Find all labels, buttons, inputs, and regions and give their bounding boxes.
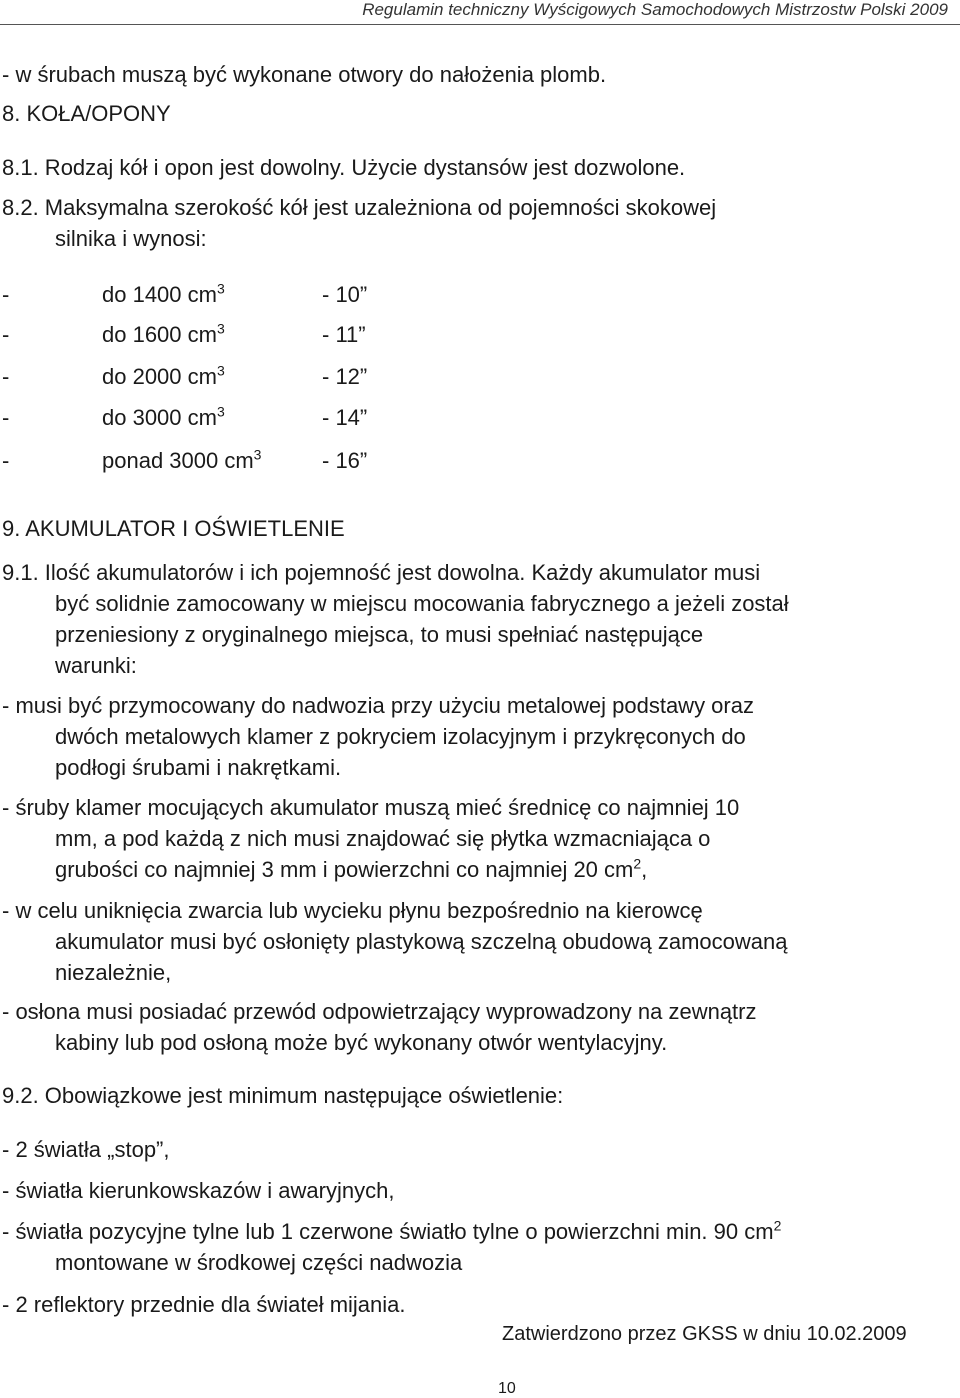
- section-heading: 9. AKUMULATOR I OŚWIETLENIE: [2, 516, 345, 541]
- text-line: mm, a pod każdą z nich musi znajdować się płytka wzmacniająca o: [55, 826, 711, 851]
- text-line: - światła kierunkowskazów i awaryjnych,: [2, 1178, 395, 1203]
- text-line: - musi być przymocowany do nadwozia przy użyciu metalowej podstawy oraz: [2, 693, 754, 718]
- engine-capacity: do 1600 $cm^3$: [102, 320, 225, 347]
- text-line: akumulator musi być osłonięty plastykową szczelną obudową zamocowaną: [55, 929, 788, 954]
- text-line: 8.2. Maksymalna szerokość kół jest uzależniona od pojemności skokowej: [2, 195, 717, 220]
- section-heading: 8. KOŁA/OPONY: [2, 101, 171, 126]
- wheel-width: - 11”: [322, 322, 366, 347]
- row-dash: -: [2, 364, 10, 389]
- engine-capacity: do 3000 $cm^3$: [102, 403, 225, 430]
- engine-capacity: do 1400 $cm^3$: [102, 280, 225, 307]
- text-line: być solidnie zamocowany w miejscu mocowania fabrycznego a jeżeli został: [55, 591, 789, 616]
- engine-capacity: do 2000 $cm^3$: [102, 362, 225, 389]
- text-line: - śruby klamer mocujących akumulator muszą mieć średnicę co najmniej 10: [2, 795, 740, 820]
- text-line: montowane w środkowej części nadwozia: [55, 1250, 463, 1275]
- text-line: kabiny lub pod osłoną może być wykonany otwór wentylacyjny.: [55, 1030, 668, 1055]
- text-line: 9.2. Obowiązkowe jest minimum następujące oświetlenie:: [2, 1083, 564, 1108]
- text-line: dwóch metalowych klamer z pokryciem izolacyjnym i przykręconych do: [55, 724, 746, 749]
- text-line: - w celu uniknięcia zwarcia lub wycieku płynu bezpośrednio na kierowcę: [2, 898, 703, 923]
- text-line: - światła pozycyjne tylne lub 1 czerwone światło tylne o powierzchni min. 90 $cm^2$: [2, 1217, 782, 1244]
- approval-note: Zatwierdzono przez GKSS w dniu 10.02.2009: [502, 1323, 907, 1345]
- row-dash: -: [2, 322, 10, 347]
- text-line: - 2 światła „stop”,: [2, 1137, 170, 1162]
- text-line: - osłona musi posiadać przewód odpowietrzający wyprowadzony na zewnątrz: [2, 999, 757, 1024]
- wheel-width: - 10”: [322, 282, 368, 307]
- wheel-width: - 16”: [322, 448, 368, 473]
- header-title: Regulamin techniczny Wyścigowych Samochodowych Mistrzostw Polski 2009: [362, 0, 948, 19]
- text-line: 9.1. Ilość akumulatorów i ich pojemność jest dowolna. Każdy akumulator musi: [2, 560, 761, 585]
- text-line: warunki:: [55, 653, 137, 678]
- row-dash: -: [2, 448, 10, 473]
- text-line: 8.1. Rodzaj kół i opon jest dowolny. Użycie dystansów jest dozwolone.: [2, 155, 686, 180]
- wheel-width: - 14”: [322, 405, 368, 430]
- row-dash: -: [2, 282, 10, 307]
- page-number: 10: [498, 1380, 516, 1397]
- text-line: - 2 reflektory przednie dla świateł mijania.: [2, 1292, 406, 1317]
- text-line: przeniesiony z oryginalnego miejsca, to musi spełniać następujące: [55, 622, 704, 647]
- row-dash: -: [2, 405, 10, 430]
- text-line: silnika i wynosi:: [55, 226, 207, 251]
- text-line: niezależnie,: [55, 960, 172, 985]
- page-header: [0, 0, 960, 25]
- text-line: - w śrubach muszą być wykonane otwory do nałożenia plomb.: [2, 62, 607, 87]
- wheel-width: - 12”: [322, 364, 368, 389]
- engine-capacity: ponad 3000 $cm^3$: [102, 446, 262, 473]
- text-line: podłogi śrubami i nakrętkami.: [55, 755, 342, 780]
- text-line: grubości co najmniej 3 mm i powierzchni co najmniej 20 $cm^2$,: [55, 855, 648, 882]
